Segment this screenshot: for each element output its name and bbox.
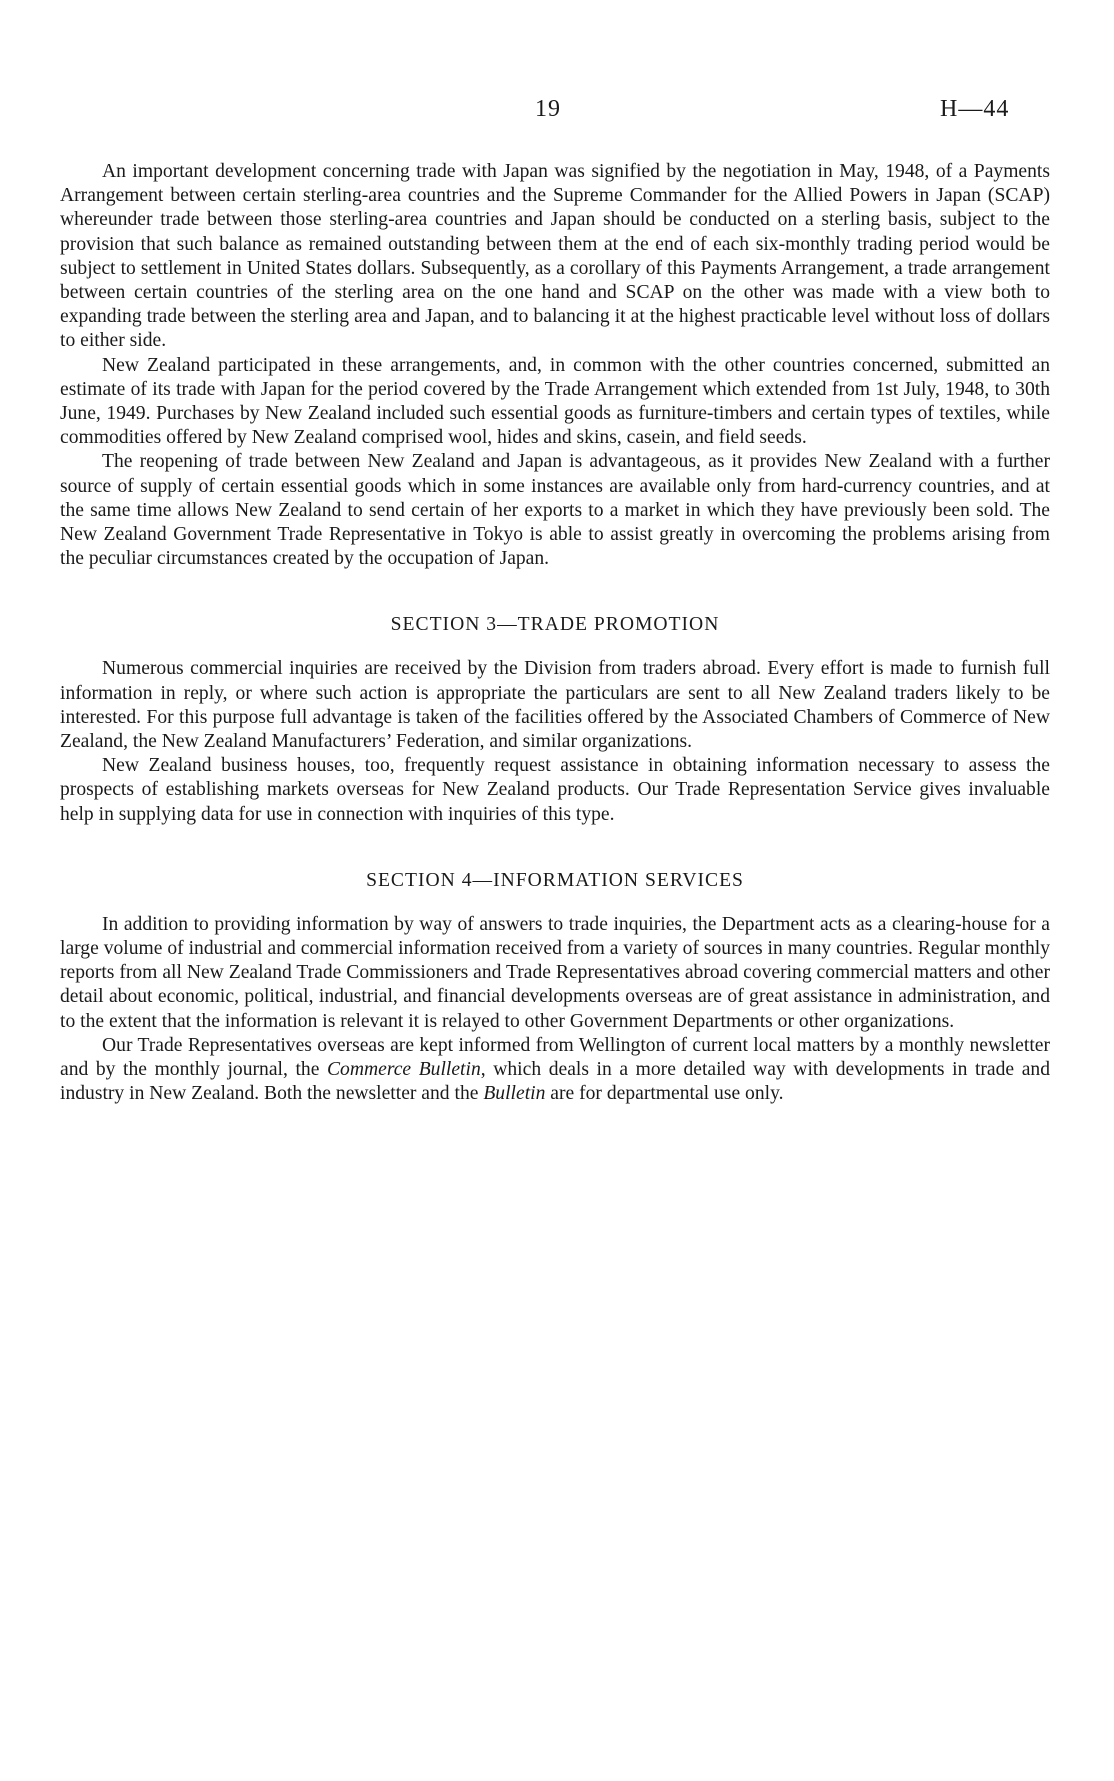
body-text [60, 160, 1050, 1107]
newsletter-text-b: , which deals in a more detailed way with developments in trade and industry in New Zealand. Both the newsletter and the [60, 1059, 1050, 1105]
paragraph-commercial-inquiries: Numerous commercial inquiries are received by the Division from traders abroad. Every effort is made to furnish full information in reply, or where such action is appropriate the particulars are sent to all New Zealand traders likely to be interested. For this purpose full advantage is taken of the facilities offered by the Associated Chambers of Commerce of New Zealand, the New Zealand Manufacturers’ Federation, and similar organizations. [60, 658, 1050, 753]
paragraph-newsletter-bulletin [60, 1034, 1050, 1107]
paragraph-nz-participation: New Zealand participated in these arrangements, and, in common with the other countries concerned, submitted an estimate of its trade with Japan for the period covered by the Trade Arrangement which extended from 1st July, 1948, to 30th June, 1949. Purchases by New Zealand included such essential goods as furniture-timbers and certain types of textiles, while commodities offered by New Zealand comprised wool, hides and skins, casein, and field seeds. [60, 354, 1050, 449]
page-number: 19 [535, 96, 561, 122]
paragraph-trade-reopening: The reopening of trade between New Zealand and Japan is advantageous, as it provides New Zealand with a further source of supply of certain essential goods which in some instances are available only from hard-currency countries, and at the same time allows New Zealand to send certain of her exports to a market in which they have previously been sold. The New Zealand Government Trade Representative in Tokyo is able to assist greatly in overcoming the problems arising from the peculiar circumstances created by the occupation of Japan. [60, 451, 1050, 570]
section-heading-trade-promotion: SECTION 3—TRADE PROMOTION [390, 614, 720, 636]
paragraph-business-assistance: New Zealand business houses, too, frequently request assistance in obtaining information necessary to assess the prospects of establishing markets overseas for New Zealand products. Our Trade Representation Service gives invaluable help in supplying data for use in connection with inquiries of this type. [60, 755, 1050, 825]
commerce-bulletin-title: Commerce Bulletin [326, 1059, 481, 1081]
bulletin-title: Bulletin [483, 1083, 546, 1105]
paragraph-japan-payments: An important development concerning trade with Japan was signified by the negotiation in May, 1948, of a Payments Arrangement between certain sterling-area countries and the Supreme Commander for the Allied Powers in Japan (SCAP) whereunder trade between those sterling-area countries and Japan should be conducted on a sterling basis, subject to the provision that such balance as remained outstanding between them at the end of each six-monthly trading period would be subject to settlement in United States dollars. Subsequently, as a corollary of this Payments Arrangement, a trade arrangement between certain countries of the sterling area on the one hand and SCAP on the other was made with a view both to expanding trade between the sterling area and Japan, and to balancing it at the highest practicable level without loss of dollars to either side. [60, 161, 1050, 352]
document-reference: H—44 [940, 96, 1010, 122]
page-header [0, 96, 1114, 136]
newsletter-text-a: Our Trade Representatives overseas are kept informed from Wellington of current local matters by a monthly newsletter and by the monthly journal, the [60, 1034, 1050, 1081]
section-heading-information-services: SECTION 4—INFORMATION SERVICES [366, 869, 744, 891]
paragraph-clearing-house: In addition to providing information by way of answers to trade inquiries, the Department acts as a clearing-house for a large volume of industrial and commercial information received from a variety of sources in many countries. Regular monthly reports from all New Zealand Trade Commissioners and Trade Representatives abroad covering commercial matters and other detail about economic, political, industrial, and financial developments overseas are of great assistance in administration, and to the extent that the information is relevant it is relayed to other Government Departments or other organizations. [60, 913, 1050, 1032]
newsletter-text-c: are for departmental use only. [545, 1083, 784, 1105]
